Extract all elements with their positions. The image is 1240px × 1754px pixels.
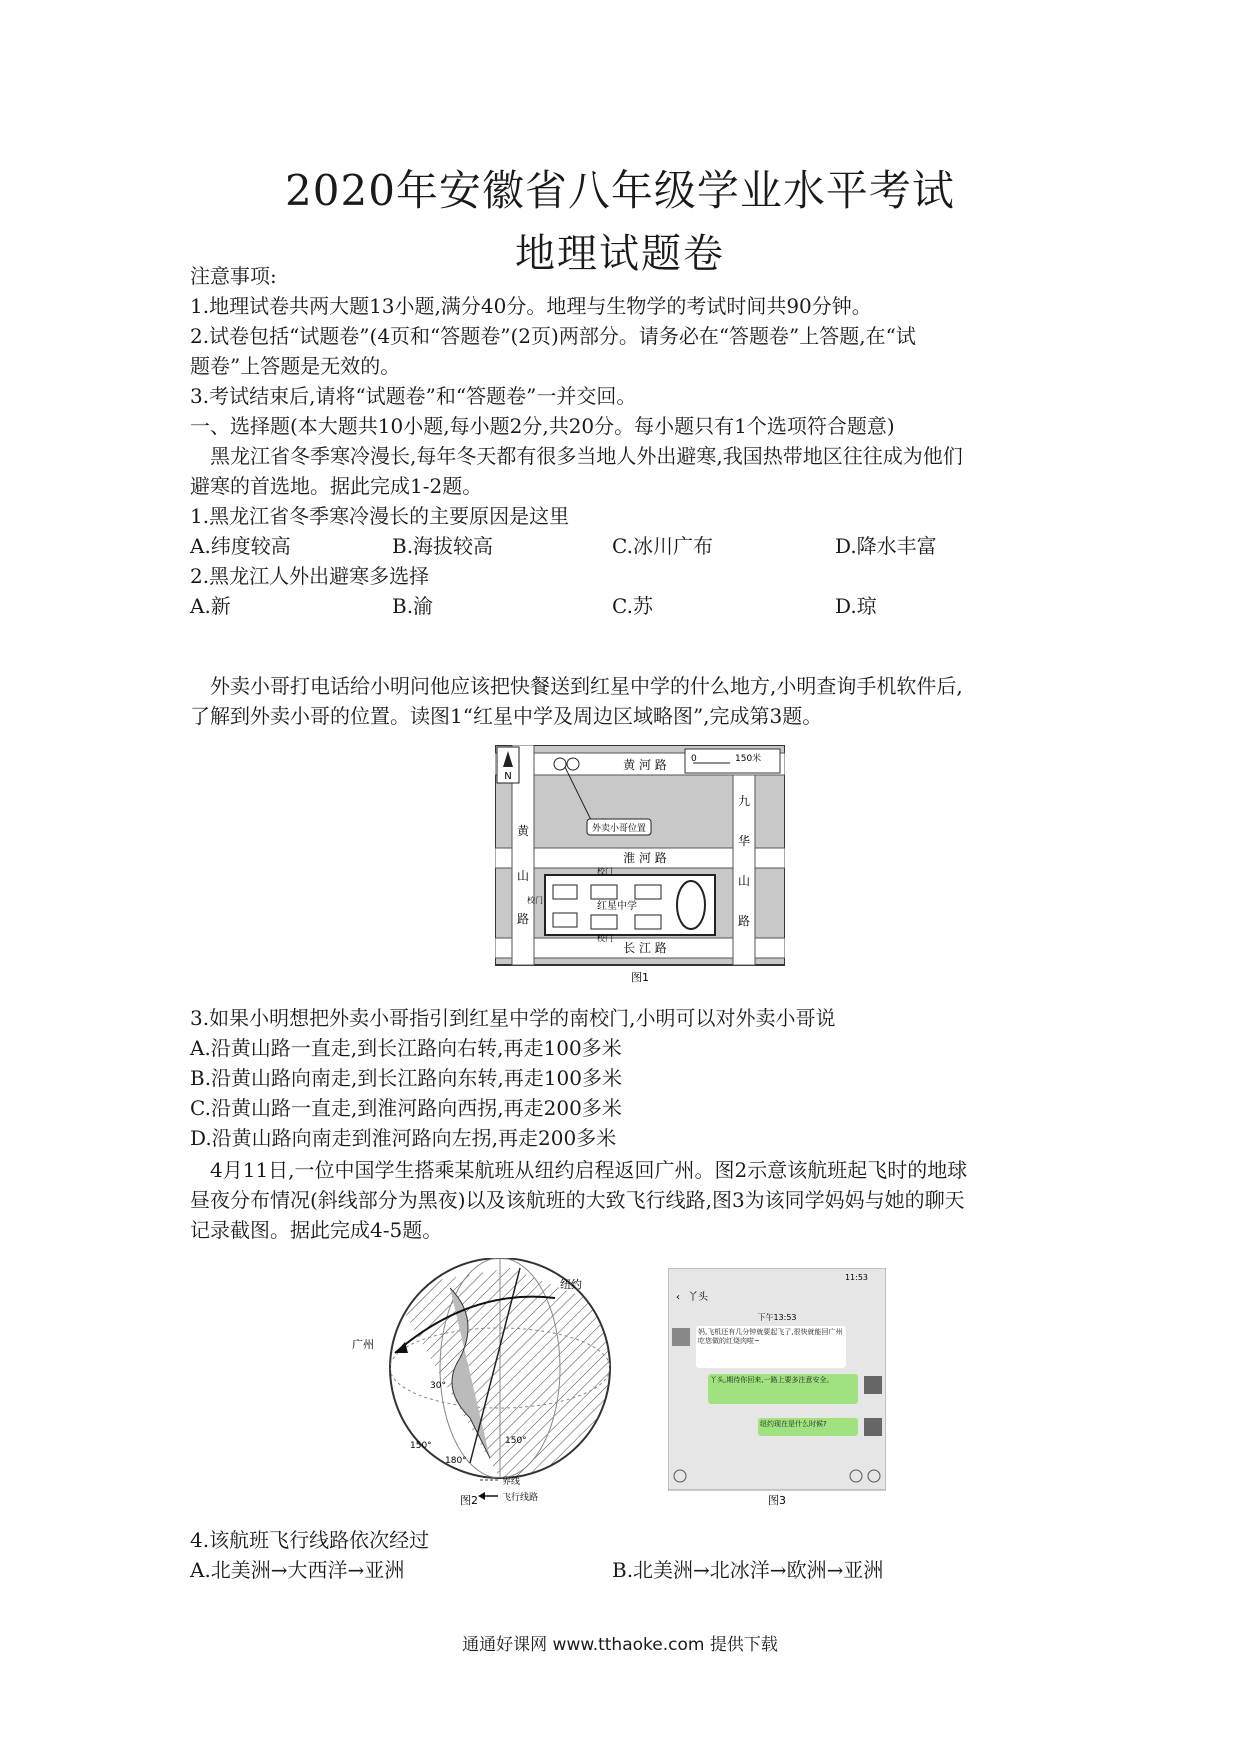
label-guangzhou: 广州 — [352, 1338, 374, 1351]
notice-heading: 注意事项: — [190, 264, 277, 288]
passage-text: 4月11日,一位中国学生搭乘某航班从纽约启程返回广州。图2示意该航班起飞时的地球 — [210, 1158, 968, 1182]
question-stem: 4.该航班飞行线路依次经过 — [190, 1528, 430, 1552]
passage-text: 了解到外卖小哥的位置。读图1“红星中学及周边区域略图”,完成第3题。 — [190, 704, 823, 728]
svg-text:路: 路 — [737, 914, 751, 928]
svg-text:150°: 150° — [410, 1441, 432, 1451]
legend-route: 飞行线路 — [502, 1493, 539, 1503]
option-b: B.北美洲→北冰洋→欧洲→亚洲 — [612, 1558, 884, 1582]
svg-text:150°: 150° — [505, 1436, 527, 1446]
legend-boundary: 界线 — [502, 1477, 521, 1487]
notice-item: 3.考试结束后,请将“试题卷”和“答题卷”一并交回。 — [190, 384, 637, 408]
option-c: C.沿黄山路一直走,到淮河路向西拐,再走200多米 — [190, 1096, 622, 1120]
footer-credit: 通通好课网 www.tthaoke.com 提供下载 — [462, 1635, 778, 1655]
figure-1-caption: 图1 — [631, 971, 649, 984]
passage-text: 避寒的首选地。据此完成1-2题。 — [190, 474, 483, 498]
passage-text: 黑龙江省冬季寒冷漫长,每年冬天都有很多当地人外出避寒,我国热带地区往往成为他们 — [210, 444, 963, 468]
option-a: A.新 — [190, 594, 231, 618]
passage-text: 记录截图。据此完成4-5题。 — [190, 1218, 443, 1242]
svg-text:路: 路 — [516, 912, 530, 926]
option-c: C.苏 — [612, 594, 653, 618]
avatar — [864, 1376, 882, 1394]
chat-message-2: 丫头,期待你回来,一路上要多注意安全。 — [710, 1376, 834, 1384]
notice-item: 题卷”上答题是无效的。 — [190, 354, 401, 378]
option-c: C.冰川广布 — [612, 534, 713, 558]
label-changjiang-road: 长 江 路 — [623, 941, 667, 955]
status-time: 11:53 — [844, 1273, 868, 1282]
school-name: 红星中学 — [597, 901, 637, 912]
north-label: N — [504, 771, 512, 782]
figure-2-globe — [350, 1258, 640, 1508]
question-stem: 3.如果小明想把外卖小哥指引到红星中学的南校门,小明可以对外卖小哥说 — [190, 1006, 836, 1030]
svg-text:‹: ‹ — [676, 1292, 680, 1303]
avatar — [864, 1418, 882, 1436]
svg-text:山: 山 — [737, 874, 751, 888]
label-newyork: 纽约 — [560, 1278, 582, 1291]
option-a: A.纬度较高 — [190, 534, 291, 558]
passage-text: 外卖小哥打电话给小明问他应该把快餐送到红星中学的什么地方,小明查询手机软件后, — [210, 674, 963, 698]
chat-message-1: 妈,飞机还有几分钟就要起飞了,很快就能回广州吃您做的红烧肉啦~ — [698, 1328, 843, 1345]
passage-text: 昼夜分布情况(斜线部分为黑夜)以及该航班的大致飞行线路,图3为该同学妈妈与她的聊天 — [190, 1188, 965, 1212]
courier-label: 外卖小哥位置 — [591, 824, 647, 834]
option-d: D.降水丰富 — [835, 534, 937, 558]
exam-title: 2020年安徽省八年级学业水平考试 — [285, 166, 955, 215]
svg-text:180°: 180° — [445, 1456, 467, 1466]
option-d: D.琼 — [835, 594, 877, 618]
option-b: B.渝 — [392, 594, 434, 618]
avatar — [672, 1328, 690, 1346]
gate-south: 校门 — [597, 934, 613, 943]
chat-time: 下午13:53 — [757, 1313, 797, 1322]
label-huaihe-road: 淮 河 路 — [623, 851, 667, 865]
figure-1-map — [495, 745, 785, 985]
gate-north: 校门 — [597, 867, 613, 876]
svg-text:0: 0 — [691, 754, 697, 764]
option-b: B.沿黄山路向南走,到长江路向东转,再走100多米 — [190, 1066, 622, 1090]
svg-text:30°: 30° — [430, 1381, 446, 1391]
label-huanghe-road: 黄 河 路 — [623, 758, 667, 772]
notice-item: 2.试卷包括“试题卷”(4页和“答题卷”(2页)两部分。请务必在“答题卷”上答题,在“试 — [190, 324, 916, 348]
svg-text:山: 山 — [516, 869, 530, 883]
question-stem: 2.黑龙江人外出避寒多选择 — [190, 564, 430, 588]
scale-label: 150米 — [735, 754, 762, 764]
figure-2-caption: 图2 — [460, 1494, 478, 1507]
option-a: A.北美洲→大西洋→亚洲 — [190, 1558, 405, 1582]
option-a: A.沿黄山路一直走,到长江路向右转,再走100多米 — [190, 1036, 622, 1060]
label-huangshan-road: 黄 — [516, 824, 530, 838]
label-jiuhuashan-road: 九 — [737, 794, 751, 808]
notice-item: 1.地理试卷共两大题13小题,满分40分。地理与生物学的考试时间共90分钟。 — [190, 294, 872, 318]
svg-text:华: 华 — [737, 834, 751, 848]
figure-3-chat — [668, 1268, 886, 1508]
figure-3-caption: 图3 — [768, 1494, 786, 1507]
option-d: D.沿黄山路向南走到淮河路向左拐,再走200多米 — [190, 1126, 617, 1150]
section-heading: 一、选择题(本大题共10小题,每小题2分,共20分。每小题只有1个选项符合题意) — [190, 414, 895, 438]
gate-west: 校门 — [527, 896, 543, 905]
question-stem: 1.黑龙江省冬季寒冷漫长的主要原因是这里 — [190, 504, 570, 528]
exam-subtitle: 地理试题卷 — [515, 231, 725, 277]
scale-box — [685, 749, 780, 773]
chat-message-3: 纽约现在是什么时候? — [760, 1420, 827, 1428]
chat-contact: 丫头 — [688, 1292, 708, 1303]
option-b: B.海拔较高 — [392, 534, 494, 558]
